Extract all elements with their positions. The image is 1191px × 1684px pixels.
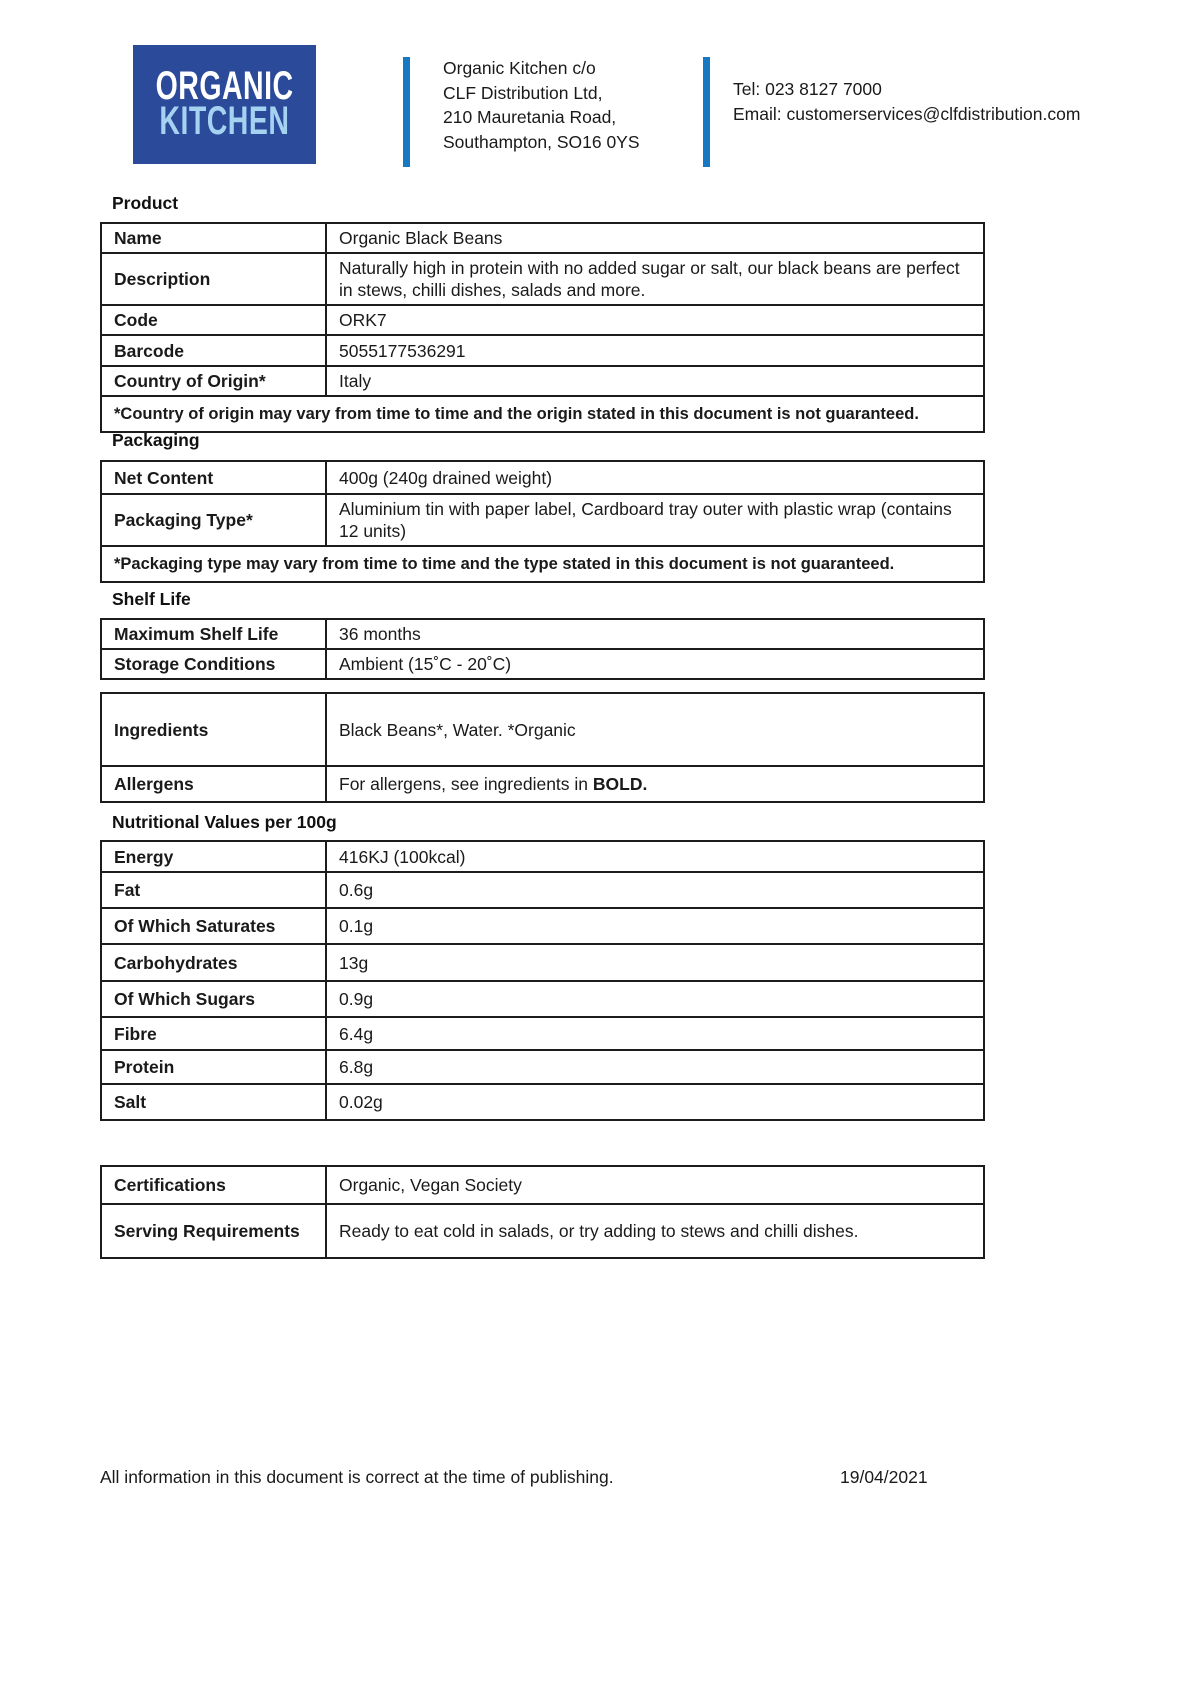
table-row: [101, 494, 984, 546]
table-row: [101, 305, 984, 335]
row-value: 0.9g: [326, 981, 984, 1017]
table-footnote-row: [101, 546, 984, 582]
organic-kitchen-logo: [133, 45, 316, 164]
table-row: [101, 944, 984, 981]
table-row: [101, 366, 984, 396]
table-row: [101, 841, 984, 872]
row-label: Of Which Sugars: [101, 981, 326, 1017]
table-row: [101, 223, 984, 253]
country-of-origin-footnote: *Country of origin may vary from time to time and the origin stated in this document is not guaranteed.: [101, 396, 984, 432]
table-row: [101, 1017, 984, 1050]
row-label: Allergens: [101, 766, 326, 802]
address-line: 210 Mauretania Road,: [443, 107, 617, 127]
row-label: Serving Requirements: [101, 1204, 326, 1258]
row-label: Ingredients: [101, 693, 326, 766]
row-value: 36 months: [326, 619, 984, 649]
certifications-table: [100, 1165, 985, 1259]
row-value: ORK7: [326, 305, 984, 335]
table-row: [101, 335, 984, 366]
row-label: Of Which Saturates: [101, 908, 326, 944]
nutrition-table: [100, 840, 985, 1121]
logo-word-organic: ORGANIC: [155, 64, 294, 109]
table-row: [101, 1166, 984, 1204]
table-row: [101, 693, 984, 766]
row-label: Packaging Type*: [101, 494, 326, 546]
row-label: Name: [101, 223, 326, 253]
table-row: [101, 253, 984, 305]
product-table: [100, 222, 985, 433]
company-address: [443, 56, 640, 154]
row-value: Ready to eat cold in salads, or try adding to stews and chilli dishes.: [326, 1204, 984, 1258]
row-label: Description: [101, 253, 326, 305]
header-divider-right: [703, 57, 710, 167]
row-label: Certifications: [101, 1166, 326, 1204]
address-line: CLF Distribution Ltd,: [443, 82, 603, 103]
row-value: Organic, Vegan Society: [326, 1166, 984, 1204]
table-row: [101, 872, 984, 908]
company-contact: [733, 77, 1080, 127]
row-value: 5055177536291: [326, 335, 984, 366]
table-row: [101, 1204, 984, 1258]
section-heading-packaging: Packaging: [112, 430, 200, 450]
table-row: [101, 908, 984, 944]
row-value: Aluminium tin with paper label, Cardboard tray outer with plastic wrap (contains 12 units): [326, 494, 984, 546]
row-value: Ambient (15˚C - 20˚C): [326, 649, 984, 679]
table-row: [101, 981, 984, 1017]
row-label: Net Content: [101, 461, 326, 494]
row-value: Italy: [326, 366, 984, 396]
publishing-disclaimer: All information in this document is correct at the time of publishing.: [100, 1467, 614, 1487]
row-label: Country of Origin*: [101, 366, 326, 396]
row-value: Naturally high in protein with no added sugar or salt, our black beans are perfect in stews, chilli dishes, salads and more.: [326, 253, 984, 305]
packaging-table: [100, 460, 985, 583]
row-label: Carbohydrates: [101, 944, 326, 981]
row-label: Energy: [101, 841, 326, 872]
address-line: Southampton, SO16 0YS: [443, 131, 640, 152]
row-value: Black Beans*, Water. *Organic: [326, 693, 984, 766]
row-label: Salt: [101, 1084, 326, 1120]
table-row: [101, 766, 984, 802]
address-line: Organic Kitchen c/o: [443, 58, 596, 78]
row-value: 13g: [326, 944, 984, 981]
contact-telephone: Tel: 023 8127 7000: [733, 79, 882, 99]
ingredients-table: [100, 692, 985, 803]
row-label: Code: [101, 305, 326, 335]
shelf-life-table: [100, 618, 985, 680]
header-divider-left: [403, 57, 410, 167]
row-value: Organic Black Beans: [326, 223, 984, 253]
table-row: [101, 461, 984, 494]
row-label: Fibre: [101, 1017, 326, 1050]
section-heading-product: Product: [112, 193, 179, 213]
row-value: 0.1g: [326, 908, 984, 944]
row-value: 0.6g: [326, 872, 984, 908]
allergens-text: For allergens, see ingredients in: [339, 774, 593, 794]
row-label: Barcode: [101, 335, 326, 366]
row-label: Storage Conditions: [101, 649, 326, 679]
table-row: [101, 619, 984, 649]
section-heading-nutrition: Nutritional Values per 100g: [112, 812, 337, 832]
allergens-value: [326, 766, 984, 802]
allergens-bold-text: BOLD.: [592, 774, 648, 794]
row-label: Protein: [101, 1050, 326, 1084]
row-value: 400g (240g drained weight): [326, 461, 984, 494]
packaging-type-footnote: *Packaging type may vary from time to time and the type stated in this document is not guaranteed.: [101, 546, 984, 582]
row-value: 6.8g: [326, 1050, 984, 1084]
logo-word-kitchen: KITCHEN: [159, 99, 290, 144]
table-row: [101, 649, 984, 679]
row-value: 416KJ (100kcal): [326, 841, 984, 872]
section-heading-shelf-life: Shelf Life: [112, 589, 191, 609]
table-row: [101, 1050, 984, 1084]
row-label: Maximum Shelf Life: [101, 619, 326, 649]
row-value: 0.02g: [326, 1084, 984, 1120]
table-footnote-row: [101, 396, 984, 432]
publication-date: 19/04/2021: [840, 1467, 928, 1487]
row-label: Fat: [101, 872, 326, 908]
row-value: 6.4g: [326, 1017, 984, 1050]
contact-email: Email: customerservices@clfdistribution.com: [733, 104, 1081, 124]
table-row: [101, 1084, 984, 1120]
